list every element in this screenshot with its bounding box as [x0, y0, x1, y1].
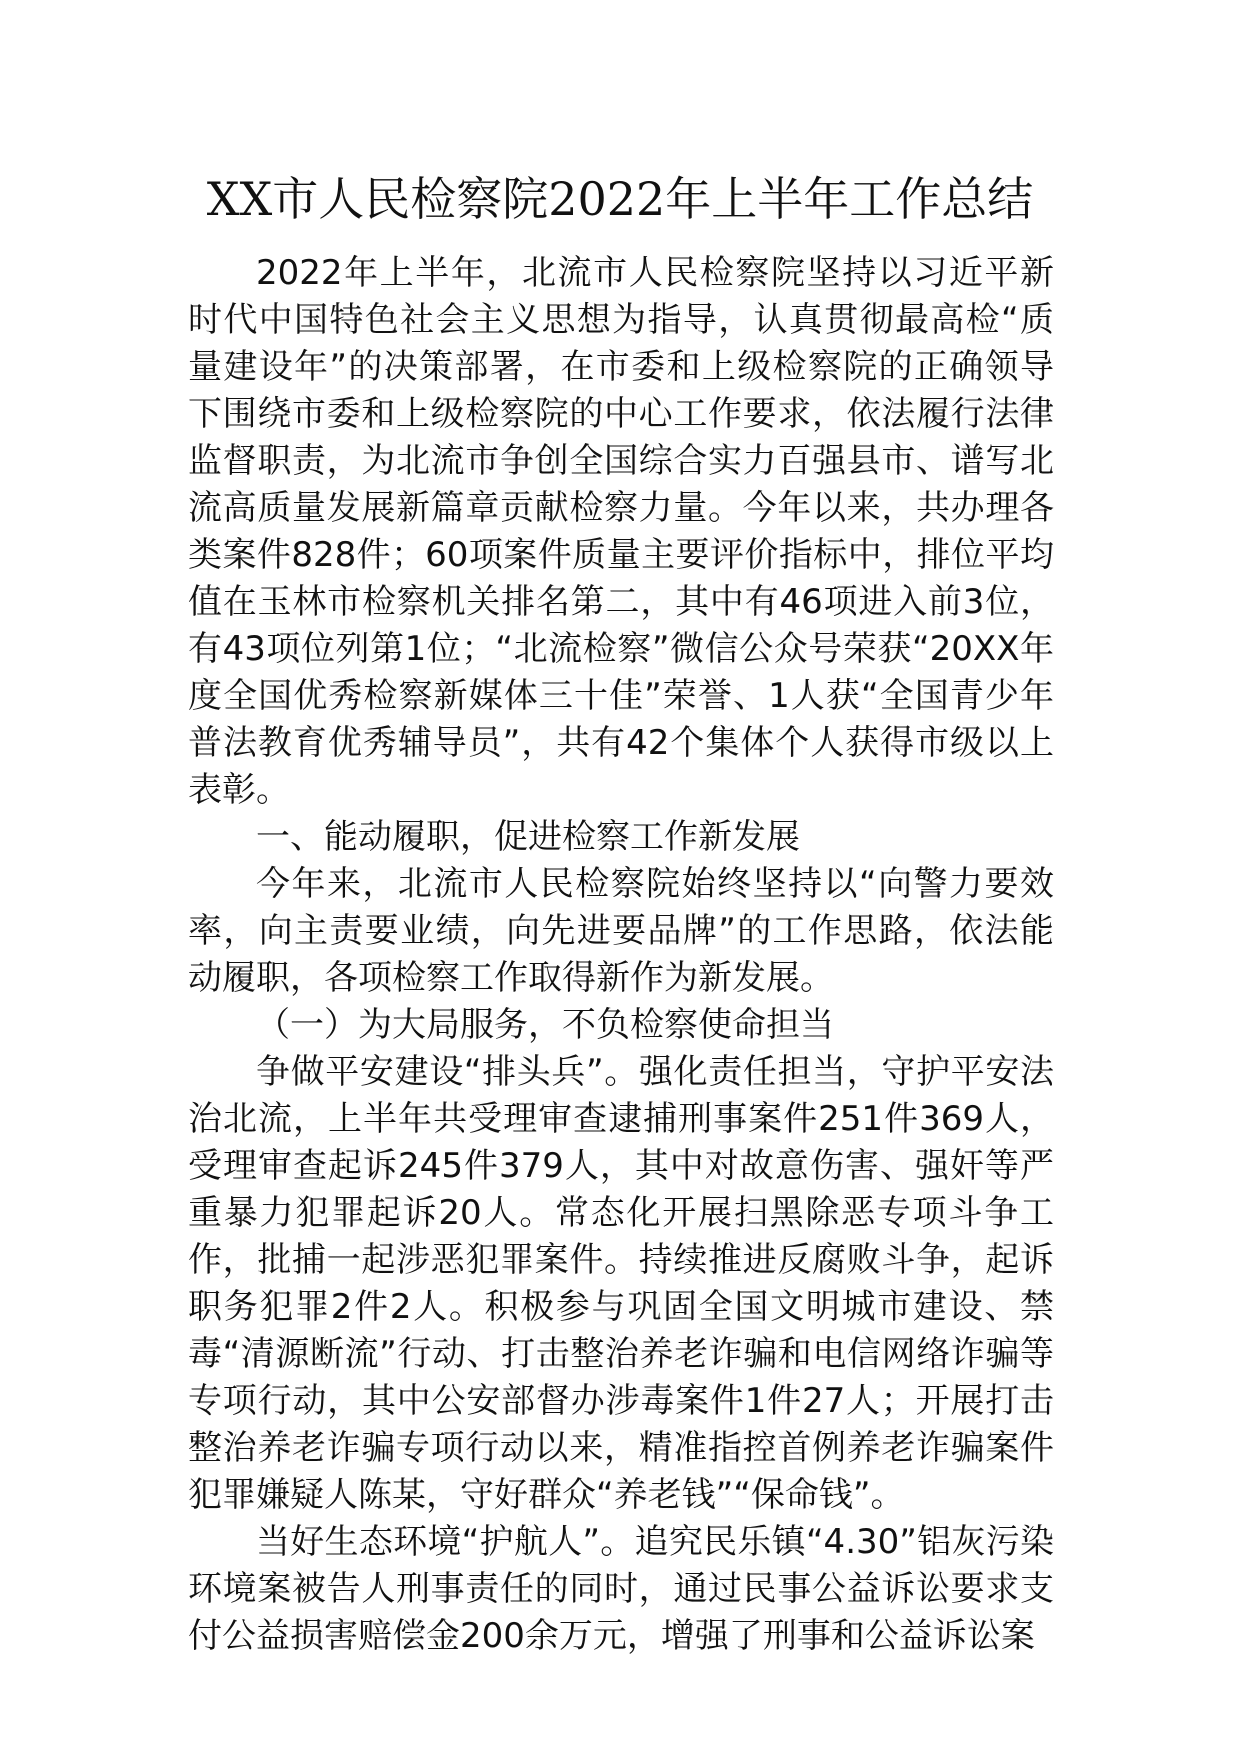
- document-title: XX市人民检察院2022年上半年工作总结: [206, 172, 1034, 226]
- subsection-heading-1: （一）为大局服务，不负检察使命担当: [256, 1005, 834, 1045]
- document-body: [188, 250, 1054, 1660]
- section-heading-1: 一、能动履职，促进检察工作新发展: [256, 817, 800, 857]
- section-1-intro-paragraph: 今年来，北流市人民检察院始终坚持以“向警力要效率，向主责要业绩，向先进要品牌”的工作思路，依法能动履职，各项检察工作取得新作为新发展。: [188, 864, 1054, 998]
- intro-paragraph: 2022年上半年，北流市人民检察院坚持以习近平新时代中国特色社会主义思想为指导，认真贯彻最高检“质量建设年”的决策部署，在市委和上级检察院的正确领导下围绕市委和上级检察院的中心工作要求，依法履行法律监督职责，为北流市争创全国综合实力百强县市、谱写北流高质量发展新篇章贡献检察力量。今年以来，共办理各类案件828件；60项案件质量主要评价指标中，排位平均值在玉林市检察机关排名第二，其中有46项进入前3位，有43项位列第1位；“北流检察”微信公众号荣获“20XX年度全国优秀检察新媒体三十佳”荣誉、1人获“全国青少年普法教育优秀辅导员”，共有42个集体个人获得市级以上表彰。: [188, 253, 1054, 810]
- ecology-paragraph: 当好生态环境“护航人”。追究民乐镇“4.30”铝灰污染环境案被告人刑事责任的同时，通过民事公益诉讼要求支付公益损害赔偿金200余万元，增强了刑事和公益诉讼案: [188, 1522, 1054, 1656]
- safety-paragraph: 争做平安建设“排头兵”。强化责任担当，守护平安法治北流，上半年共受理审查逮捕刑事案件251件369人，受理审查起诉245件379人，其中对故意伤害、强奸等严重暴力犯罪起诉20人。常态化开展扫黑除恶专项斗争工作，批捕一起涉恶犯罪案件。持续推进反腐败斗争，起诉职务犯罪2件2人。积极参与巩固全国文明城市建设、禁毒“清源断流”行动、打击整治养老诈骗和电信网络诈骗等专项行动，其中公安部督办涉毒案件1件27人；开展打击整治养老诈骗专项行动以来，精准指控首例养老诈骗案件犯罪嫌疑人陈某，守好群众“养老钱”“保命钱”。: [188, 1052, 1054, 1515]
